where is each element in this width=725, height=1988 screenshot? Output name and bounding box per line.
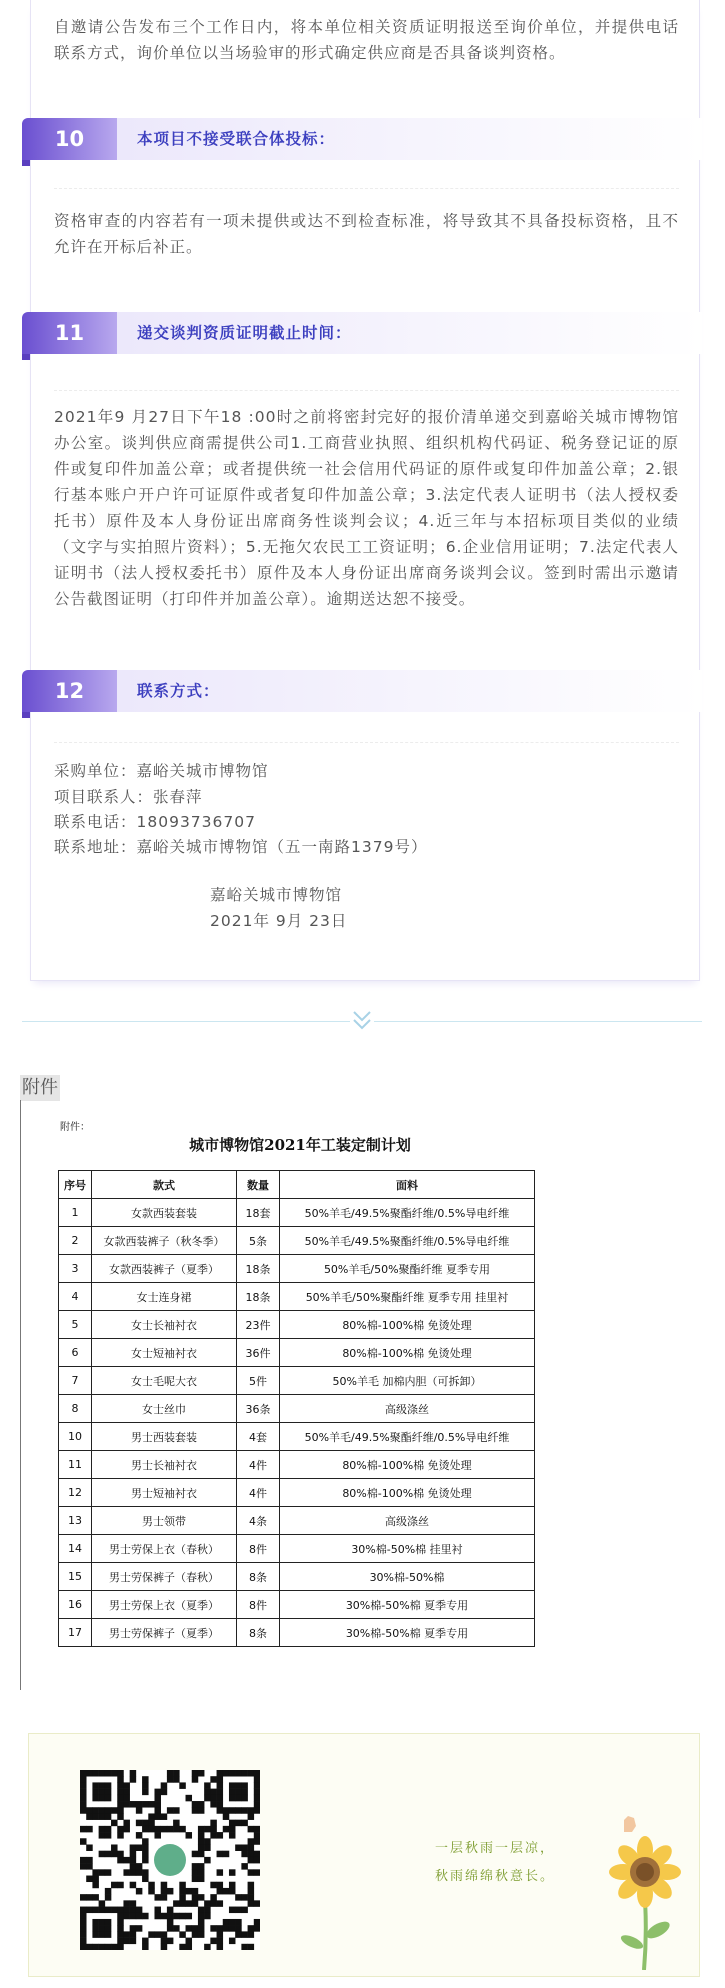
cell-fabric: 50%羊毛/50%聚酯纤维 夏季专用 挂里衬 bbox=[280, 1283, 535, 1311]
section-title: 联系方式： bbox=[117, 670, 702, 712]
cell-quantity: 4套 bbox=[237, 1423, 280, 1451]
section-divider bbox=[54, 390, 679, 391]
section-number: 10 bbox=[22, 118, 117, 160]
cell-quantity: 23件 bbox=[237, 1311, 280, 1339]
cell-fabric: 高级涤丝 bbox=[280, 1507, 535, 1535]
cell-fabric: 50%羊毛/49.5%聚酯纤维/0.5%导电纤维 bbox=[280, 1423, 535, 1451]
table-row bbox=[59, 1367, 535, 1395]
table-row bbox=[59, 1507, 535, 1535]
header-fabric: 面料 bbox=[280, 1171, 535, 1199]
cell-quantity: 18条 bbox=[237, 1255, 280, 1283]
table-row bbox=[59, 1423, 535, 1451]
cell-style: 女士长袖衬衣 bbox=[92, 1311, 237, 1339]
table-row bbox=[59, 1311, 535, 1339]
cell-fabric: 50%羊毛/49.5%聚酯纤维/0.5%导电纤维 bbox=[280, 1199, 535, 1227]
cell-fabric: 高级涤丝 bbox=[280, 1395, 535, 1423]
cell-style: 女款西装裤子（夏季） bbox=[92, 1255, 237, 1283]
cell-style: 男士领带 bbox=[92, 1507, 237, 1535]
table-row bbox=[59, 1255, 535, 1283]
section-divider bbox=[54, 742, 679, 743]
attachment-table bbox=[58, 1170, 535, 1647]
down-arrow-icon bbox=[350, 1008, 374, 1036]
cell-index: 5 bbox=[59, 1311, 92, 1339]
section-12-header bbox=[22, 670, 702, 718]
header-index: 序号 bbox=[59, 1171, 92, 1199]
cell-quantity: 8条 bbox=[237, 1563, 280, 1591]
cell-index: 15 bbox=[59, 1563, 92, 1591]
cell-style: 男士西装套装 bbox=[92, 1423, 237, 1451]
table-row bbox=[59, 1283, 535, 1311]
sunflower-illustration bbox=[600, 1820, 690, 1970]
cell-index: 7 bbox=[59, 1367, 92, 1395]
cell-style: 女士毛呢大衣 bbox=[92, 1367, 237, 1395]
cell-index: 17 bbox=[59, 1619, 92, 1647]
cell-fabric: 30%棉-50%棉 bbox=[280, 1563, 535, 1591]
cell-style: 男士劳保上衣（夏季） bbox=[92, 1591, 237, 1619]
contact-buyer: 采购单位：嘉峪关城市博物馆 bbox=[54, 762, 269, 780]
cell-style: 女士连身裙 bbox=[92, 1283, 237, 1311]
cell-fabric: 50%羊毛/49.5%聚酯纤维/0.5%导电纤维 bbox=[280, 1227, 535, 1255]
cell-style: 男士短袖衬衣 bbox=[92, 1479, 237, 1507]
cell-index: 1 bbox=[59, 1199, 92, 1227]
cell-index: 11 bbox=[59, 1451, 92, 1479]
signature-date: 2021年 9月 23日 bbox=[210, 912, 348, 930]
section-title: 递交谈判资质证明截止时间： bbox=[117, 312, 702, 354]
cell-fabric: 50%羊毛/50%聚酯纤维 夏季专用 bbox=[280, 1255, 535, 1283]
cell-style: 女款西装套装 bbox=[92, 1199, 237, 1227]
cell-quantity: 8条 bbox=[237, 1619, 280, 1647]
cell-style: 女士丝巾 bbox=[92, 1395, 237, 1423]
section-10-header bbox=[22, 118, 702, 166]
signature-org: 嘉峪关城市博物馆 bbox=[210, 886, 343, 904]
cell-index: 16 bbox=[59, 1591, 92, 1619]
cell-style: 男士劳保裤子（春秋） bbox=[92, 1563, 237, 1591]
contact-person: 项目联系人：张春萍 bbox=[54, 788, 203, 806]
cell-style: 女士短袖衬衣 bbox=[92, 1339, 237, 1367]
qr-code[interactable] bbox=[80, 1770, 260, 1950]
cell-style: 男士长袖衬衣 bbox=[92, 1451, 237, 1479]
cell-fabric: 80%棉-100%棉 免烫处理 bbox=[280, 1479, 535, 1507]
cell-fabric: 80%棉-100%棉 免烫处理 bbox=[280, 1339, 535, 1367]
table-row bbox=[59, 1591, 535, 1619]
cell-index: 13 bbox=[59, 1507, 92, 1535]
cell-style: 男士劳保裤子（夏季） bbox=[92, 1619, 237, 1647]
cell-quantity: 8件 bbox=[237, 1535, 280, 1563]
section-10-body: 资格审查的内容若有一项未提供或达不到检查标准，将导致其不具备投标资格，且不允许在开标后补正。 bbox=[54, 212, 679, 256]
table-row bbox=[59, 1619, 535, 1647]
section-divider bbox=[54, 188, 679, 189]
contact-address: 联系地址：嘉峪关城市博物馆（五一南路1379号） bbox=[54, 838, 428, 856]
cell-fabric: 50%羊毛 加棉内胆（可拆卸） bbox=[280, 1367, 535, 1395]
header-quantity: 数量 bbox=[237, 1171, 280, 1199]
cell-index: 3 bbox=[59, 1255, 92, 1283]
cell-fabric: 30%棉-50%棉 夏季专用 bbox=[280, 1619, 535, 1647]
cell-fabric: 30%棉-50%棉 挂里衬 bbox=[280, 1535, 535, 1563]
table-row bbox=[59, 1395, 535, 1423]
section-title: 本项目不接受联合体投标： bbox=[117, 118, 702, 160]
hand-icon bbox=[620, 1812, 640, 1834]
table-row bbox=[59, 1535, 535, 1563]
cell-index: 4 bbox=[59, 1283, 92, 1311]
table-row bbox=[59, 1199, 535, 1227]
header-style: 款式 bbox=[92, 1171, 237, 1199]
section-number: 12 bbox=[22, 670, 117, 712]
cell-quantity: 5件 bbox=[237, 1367, 280, 1395]
cell-quantity: 4件 bbox=[237, 1479, 280, 1507]
table-row bbox=[59, 1451, 535, 1479]
cell-quantity: 8件 bbox=[237, 1591, 280, 1619]
cell-style: 男士劳保上衣（春秋） bbox=[92, 1535, 237, 1563]
cell-index: 10 bbox=[59, 1423, 92, 1451]
cell-style: 女款西装裤子（秋冬季） bbox=[92, 1227, 237, 1255]
table-row bbox=[59, 1227, 535, 1255]
attachment-title: 城市博物馆2021年工装定制计划 bbox=[189, 1136, 411, 1154]
section-number: 11 bbox=[22, 312, 117, 354]
cell-quantity: 4条 bbox=[237, 1507, 280, 1535]
cell-fabric: 30%棉-50%棉 夏季专用 bbox=[280, 1591, 535, 1619]
cell-quantity: 4件 bbox=[237, 1451, 280, 1479]
cell-quantity: 18套 bbox=[237, 1199, 280, 1227]
contact-phone: 联系电话：18093736707 bbox=[54, 813, 256, 831]
cell-quantity: 5条 bbox=[237, 1227, 280, 1255]
section-11-body: 2021年9 月27日下午18 :00时之前将密封完好的报价清单递交到嘉峪关城市博物馆办公室。谈判供应商需提供公司1.工商营业执照、组织机构代码证、税务登记证的原件或复印件加盖公章；或者提供统一社会信用代码证的原件或复印件加盖公章；2.银行基本账户开户许可证原件或者复印件加盖公章；3.法定代表人证明书（法人授权委托书）原件及本人身份证出席商务性谈判会议；4.近三年与本招标项目类似的业绩（文字与实拍照片资料）；5.无拖欠农民工工资证明；6.企业信用证明；7.法定代表人证明书（法人授权委托书）原件及本人身份证出席商务谈判会议。签到时需出示邀请公告截图证明（打印件并加盖公章）。逾期送达恕不接受。 bbox=[54, 408, 679, 608]
cell-quantity: 18条 bbox=[237, 1283, 280, 1311]
cell-quantity: 36条 bbox=[237, 1395, 280, 1423]
cell-index: 8 bbox=[59, 1395, 92, 1423]
cell-quantity: 36件 bbox=[237, 1339, 280, 1367]
cell-fabric: 80%棉-100%棉 免烫处理 bbox=[280, 1311, 535, 1339]
attachment-small-label: 附件： bbox=[60, 1122, 90, 1133]
cell-index: 6 bbox=[59, 1339, 92, 1367]
section-11-header bbox=[22, 312, 702, 360]
table-row bbox=[59, 1479, 535, 1507]
cell-index: 14 bbox=[59, 1535, 92, 1563]
cell-index: 2 bbox=[59, 1227, 92, 1255]
cell-fabric: 80%棉-100%棉 免烫处理 bbox=[280, 1451, 535, 1479]
attachment-label: 附件 bbox=[20, 1075, 60, 1101]
table-row bbox=[59, 1563, 535, 1591]
cell-index: 12 bbox=[59, 1479, 92, 1507]
intro-paragraph: 自邀请公告发布三个工作日内，将本单位相关资质证明报送至询价单位，并提供电话联系方式，询价单位以当场验审的形式确定供应商是否具备谈判资格。 bbox=[54, 18, 679, 62]
table-row bbox=[59, 1339, 535, 1367]
table-header-row bbox=[59, 1171, 535, 1199]
slogan-line-2: 秋雨绵绵秋意长。 bbox=[434, 1869, 555, 1884]
slogan-line-1: 一层秋雨一层凉， bbox=[434, 1841, 555, 1856]
